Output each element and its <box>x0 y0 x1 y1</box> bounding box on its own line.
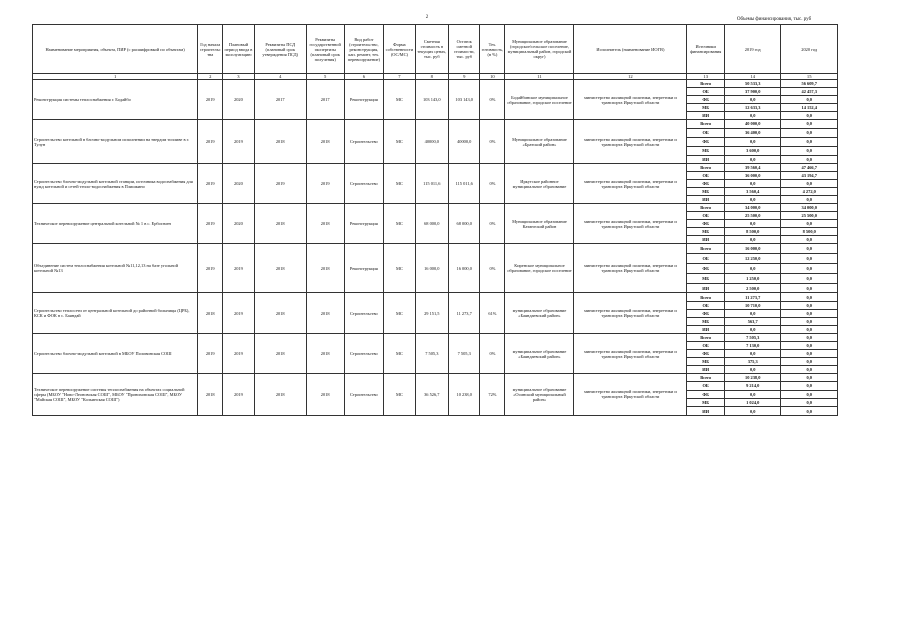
financing-source: ОБ <box>687 342 725 350</box>
amount-2019: 7 130,0 <box>725 342 781 350</box>
financing-source: МБ <box>687 358 725 366</box>
psd-date: 2018 <box>254 120 306 164</box>
amount-2020: 0,0 <box>781 264 838 274</box>
amount-2019: 563,7 <box>725 318 781 326</box>
column-number: 4 <box>254 74 306 80</box>
financing-source: ФБ <box>687 390 725 398</box>
commission-year: 2020 <box>223 80 254 120</box>
amount-2020: 0,0 <box>781 326 838 334</box>
project-row <box>33 164 838 172</box>
amount-2020: 0,0 <box>781 96 838 104</box>
financing-source: Всего <box>687 120 725 129</box>
amount-2019: 0,0 <box>725 350 781 358</box>
amount-2020: 4 272,0 <box>781 188 838 196</box>
financing-source: МБ <box>687 146 725 155</box>
executor: министерство жилищной политики, энергетики и транспорта Иркутской области <box>574 334 687 373</box>
financing-source: ИИ <box>687 236 725 244</box>
financing-source: ОБ <box>687 172 725 180</box>
amount-2020: 0,0 <box>781 301 838 309</box>
remaining-cost: 7 505,3 <box>449 334 480 373</box>
amount-2020: 14 152,4 <box>781 104 838 112</box>
ownership-form: МС <box>384 334 415 373</box>
executor: министерство жилищной политики, энергетики и транспорта Иркутской области <box>574 80 687 120</box>
amount-2019: 9 214,0 <box>725 382 781 390</box>
psd-date: 2018 <box>254 334 306 373</box>
municipality: Иркутское районное муниципальное образование <box>505 164 574 204</box>
financing-source: ИИ <box>687 155 725 164</box>
financing-source: ФБ <box>687 137 725 146</box>
ownership-form: МС <box>384 373 415 415</box>
amount-2019: 10 238,0 <box>725 373 781 381</box>
amount-2019: 12 633,3 <box>725 104 781 112</box>
column-number: 1 <box>33 74 198 80</box>
commission-year: 2019 <box>223 293 254 334</box>
estimated-cost: 16 000,0 <box>415 244 448 293</box>
commission-year: 2019 <box>223 120 254 164</box>
financing-source: ИИ <box>687 196 725 204</box>
amount-2019: 10 710,0 <box>725 301 781 309</box>
psd-date: 2018 <box>254 373 306 415</box>
amount-2019: 1 024,0 <box>725 399 781 407</box>
readiness-percent: 0% <box>480 204 505 244</box>
amount-2020: 0,0 <box>781 407 838 415</box>
amount-2020: 25 500,0 <box>781 212 838 220</box>
municipality: Муниципальное образование «Братский район» <box>505 120 574 164</box>
project-row <box>33 334 838 342</box>
amount-2020: 0,0 <box>781 273 838 283</box>
psd-date: 2018 <box>254 244 306 293</box>
amount-2020: 0,0 <box>781 390 838 398</box>
amount-2020: 0,0 <box>781 350 838 358</box>
commission-year: 2019 <box>223 373 254 415</box>
amount-2020: 0,0 <box>781 196 838 204</box>
financing-source: ИИ <box>687 283 725 293</box>
amount-2020: 0,0 <box>781 180 838 188</box>
amount-2020: 0,0 <box>781 146 838 155</box>
amount-2019: 50 533,3 <box>725 80 781 88</box>
amount-2020: 0,0 <box>781 293 838 301</box>
executor: министерство жилищной политики, энергетики и транспорта Иркутской области <box>574 204 687 244</box>
psd-date: 2017 <box>254 80 306 120</box>
financing-volume-label: Объемы финансирования, тыс. руб <box>736 17 812 22</box>
amount-2019: 3 560,4 <box>725 188 781 196</box>
commission-year: 2019 <box>223 244 254 293</box>
work-type: Строительство <box>344 120 384 164</box>
amount-2019: 0,0 <box>725 407 781 415</box>
amount-2020: 0,0 <box>781 155 838 164</box>
amount-2019: 0,0 <box>725 96 781 104</box>
financing-source: МБ <box>687 399 725 407</box>
amount-2019: 16 000,0 <box>725 244 781 254</box>
municipality: Бодайбинское муниципальное образование, городское поселение <box>505 80 574 120</box>
financing-source: ФБ <box>687 180 725 188</box>
ownership-form: МС <box>384 80 415 120</box>
header-cell: Муниципальное образование (городское/сельское поселение, муниципальный район, городской округ) <box>505 25 574 74</box>
amount-2020: 0,0 <box>781 220 838 228</box>
work-type: Реконструкция <box>344 204 384 244</box>
expertise-date: 2019 <box>306 164 344 204</box>
project-row <box>33 204 838 212</box>
header-cell: Реквизиты ПСД (плановый срок утверждения ПСД) <box>254 25 306 74</box>
amount-2020: 42 457,3 <box>781 88 838 96</box>
ownership-form: МС <box>384 204 415 244</box>
work-type: Строительство <box>344 293 384 334</box>
financing-source: ИИ <box>687 326 725 334</box>
readiness-percent: 0% <box>480 334 505 373</box>
amount-2020: 43 194,7 <box>781 172 838 180</box>
estimated-cost: 7 505,3 <box>415 334 448 373</box>
header-cell: Остаток сметной стоимости, тыс. руб <box>449 25 480 74</box>
estimated-cost: 115 011,6 <box>415 164 448 204</box>
project-name: Техническое перевооружение системы теплоснабжения на объектах социальной сферы (МБОУ "Ново-Леоновская СОШ", МБОУ "Прониховская СОШ", МБОУ "Майская СОШ", МБОУ "Кольинская СОШ") <box>33 373 198 415</box>
financing-source: ФБ <box>687 220 725 228</box>
amount-2020: 0,0 <box>781 399 838 407</box>
financing-source: ОБ <box>687 382 725 390</box>
table-body <box>33 74 838 416</box>
amount-2020: 0,0 <box>781 382 838 390</box>
financing-source: ОБ <box>687 254 725 264</box>
remaining-cost: 68 000,0 <box>449 204 480 244</box>
amount-2020: 0,0 <box>781 373 838 381</box>
amount-2019: 0,0 <box>725 196 781 204</box>
commission-year: 2020 <box>223 164 254 204</box>
financing-source: ФБ <box>687 264 725 274</box>
start-year: 2019 <box>198 334 223 373</box>
project-row <box>33 244 838 254</box>
estimated-cost: 103 143,0 <box>415 80 448 120</box>
amount-2019: 0,0 <box>725 112 781 120</box>
ownership-form: МС <box>384 293 415 334</box>
readiness-percent: 72% <box>480 373 505 415</box>
column-number: 13 <box>687 74 725 80</box>
work-type: Реконструкция <box>344 80 384 120</box>
financing-source: Всего <box>687 334 725 342</box>
readiness-percent: 0% <box>480 120 505 164</box>
amount-2019: 36 400,0 <box>725 128 781 137</box>
header-cell: Плановый период ввода в эксплуатацию <box>223 25 254 74</box>
amount-2019: 36 000,0 <box>725 172 781 180</box>
work-type: Строительство <box>344 164 384 204</box>
header-cell: 2020 год <box>781 25 838 74</box>
amount-2019: 2 500,0 <box>725 283 781 293</box>
psd-date: 2018 <box>254 204 306 244</box>
expertise-date: 2018 <box>306 244 344 293</box>
financing-source: Всего <box>687 244 725 254</box>
project-name: Объединение систем теплоснабжения котельной №11,12,13 на базе угольной котельной №13 <box>33 244 198 293</box>
header-cell: 2019 год <box>725 25 781 74</box>
financing-source: МБ <box>687 228 725 236</box>
work-type: Строительство <box>344 373 384 415</box>
financing-source: ИИ <box>687 365 725 373</box>
expertise-date: 2017 <box>306 80 344 120</box>
amount-2019: 0,0 <box>725 155 781 164</box>
amount-2019: 0,0 <box>725 264 781 274</box>
column-number: 11 <box>505 74 574 80</box>
column-number: 3 <box>223 74 254 80</box>
financing-source: Всего <box>687 373 725 381</box>
amount-2019: 0,0 <box>725 236 781 244</box>
amount-2019: 0,0 <box>725 137 781 146</box>
work-type: Строительство <box>344 334 384 373</box>
psd-date: 2018 <box>254 293 306 334</box>
column-number: 6 <box>344 74 384 80</box>
amount-2020: 0,0 <box>781 309 838 317</box>
financing-source: МБ <box>687 318 725 326</box>
expertise-date: 2018 <box>306 120 344 164</box>
amount-2020: 34 000,0 <box>781 204 838 212</box>
header-cell: Тех. готовность, (в %) <box>480 25 505 74</box>
municipality: Муниципальное образование Катангский район <box>505 204 574 244</box>
project-name: Строительство котельной в блочно-модульном исполнении на твердом топливе в г. Тулун <box>33 120 198 164</box>
financing-source: Всего <box>687 204 725 212</box>
amount-2019: 0,0 <box>725 390 781 398</box>
amount-2019: 25 500,0 <box>725 212 781 220</box>
start-year: 2019 <box>198 80 223 120</box>
expertise-date: 2018 <box>306 373 344 415</box>
header-cell: Форма собственности (ОС/МС) <box>384 25 415 74</box>
column-number: 10 <box>480 74 505 80</box>
municipality: муниципальное образование «Осинский муниципальный район» <box>505 373 574 415</box>
header-cell: Наименование мероприятия, объекта, ПИР (с расшифровкой по объектам) <box>33 25 198 74</box>
remaining-cost: 16 000,0 <box>449 244 480 293</box>
estimated-cost: 29 151,5 <box>415 293 448 334</box>
executor: министерство жилищной политики, энергетики и транспорта Иркутской области <box>574 293 687 334</box>
amount-2019: 375,3 <box>725 358 781 366</box>
amount-2019: 37 900,0 <box>725 88 781 96</box>
work-type: Реконструкция <box>344 244 384 293</box>
amount-2020: 0,0 <box>781 334 838 342</box>
readiness-percent: 0% <box>480 164 505 204</box>
amount-2020: 0,0 <box>781 254 838 264</box>
expertise-date: 2018 <box>306 293 344 334</box>
ownership-form: МС <box>384 244 415 293</box>
amount-2019: 34 000,0 <box>725 204 781 212</box>
header-cell: Вид работ (строительство, реконструкция, кап. ремонт, тех. перевооружение) <box>344 25 384 74</box>
project-name: Реконструкция системы теплоснабжения г. Бодайбо <box>33 80 198 120</box>
commission-year: 2019 <box>223 334 254 373</box>
remaining-cost: 40000,0 <box>449 120 480 164</box>
financing-source: Всего <box>687 293 725 301</box>
executor: министерство жилищной политики, энергетики и транспорта Иркутской области <box>574 120 687 164</box>
readiness-percent: 0% <box>480 80 505 120</box>
start-year: 2019 <box>198 164 223 204</box>
header-row <box>33 25 838 74</box>
amount-2019: 11 273,7 <box>725 293 781 301</box>
estimated-cost: 36 526,7 <box>415 373 448 415</box>
amount-2020: 0,0 <box>781 244 838 254</box>
amount-2019: 3 600,0 <box>725 146 781 155</box>
project-name: Строительство блочно-модульной котельной в МБОУ Половинская СОШ <box>33 334 198 373</box>
column-number: 8 <box>415 74 448 80</box>
column-number: 9 <box>449 74 480 80</box>
readiness-percent: 0% <box>480 244 505 293</box>
estimated-cost: 40000,0 <box>415 120 448 164</box>
financing-source: ФБ <box>687 309 725 317</box>
executor: министерство жилищной политики, энергетики и транспорта Иркутской области <box>574 244 687 293</box>
amount-2019: 0,0 <box>725 309 781 317</box>
expertise-date: 2018 <box>306 204 344 244</box>
amount-2019: 12 250,0 <box>725 254 781 264</box>
amount-2020: 0,0 <box>781 283 838 293</box>
financing-source: ИИ <box>687 112 725 120</box>
remaining-cost: 103 143,0 <box>449 80 480 120</box>
municipality: муниципальное образование «Баяндаевский район» <box>505 334 574 373</box>
financing-source: МБ <box>687 273 725 283</box>
amount-2019: 0,0 <box>725 326 781 334</box>
amount-2019: 7 505,3 <box>725 334 781 342</box>
estimated-cost: 68 000,0 <box>415 204 448 244</box>
amount-2020: 0,0 <box>781 365 838 373</box>
header-cell: Сметная стоимость в текущих ценах, тыс. руб <box>415 25 448 74</box>
financing-source: ФБ <box>687 350 725 358</box>
municipality: Киренское муниципальное образование, городское поселение <box>505 244 574 293</box>
executor: министерство жилищной политики, энергетики и транспорта Иркутской области <box>574 373 687 415</box>
amount-2020: 0,0 <box>781 318 838 326</box>
project-name: Строительство теплосети от центральной котельной до районной больницы (ЦРБ), КСК и ФОК в с. Баяндай <box>33 293 198 334</box>
financing-source: Всего <box>687 80 725 88</box>
remaining-cost: 10 238,0 <box>449 373 480 415</box>
column-number: 5 <box>306 74 344 80</box>
amount-2020: 0,0 <box>781 112 838 120</box>
amount-2020: 0,0 <box>781 137 838 146</box>
remaining-cost: 11 273,7 <box>449 293 480 334</box>
financing-source: МБ <box>687 104 725 112</box>
financing-source: ОБ <box>687 88 725 96</box>
project-row <box>33 293 838 301</box>
executor: министерство жилищной политики, энергетики и транспорта Иркутской области <box>574 164 687 204</box>
financing-source: МБ <box>687 188 725 196</box>
header-cell: Источники финансирования <box>687 25 725 74</box>
column-number: 2 <box>198 74 223 80</box>
column-number: 7 <box>384 74 415 80</box>
readiness-percent: 61% <box>480 293 505 334</box>
amount-2019: 40 000,0 <box>725 120 781 129</box>
start-year: 2018 <box>198 293 223 334</box>
header-cell: Исполнитель (наименование ИОГВ) <box>574 25 687 74</box>
financing-source: ОБ <box>687 128 725 137</box>
amount-2020: 0,0 <box>781 128 838 137</box>
amount-2020: 0,0 <box>781 120 838 129</box>
amount-2020: 0,0 <box>781 236 838 244</box>
financing-source: ИИ <box>687 407 725 415</box>
amount-2019: 39 560,4 <box>725 164 781 172</box>
page-number: 2 <box>425 15 429 20</box>
project-row <box>33 80 838 88</box>
remaining-cost: 115 011,6 <box>449 164 480 204</box>
project-row <box>33 373 838 381</box>
project-name: Техническое перевооружение центральной котельной № 1 в с. Ербогачен <box>33 204 198 244</box>
amount-2019: 0,0 <box>725 180 781 188</box>
municipality: муниципальное образование «Баяндаевский район» <box>505 293 574 334</box>
column-number: 14 <box>725 74 781 80</box>
column-number: 12 <box>574 74 687 80</box>
amount-2020: 47 466,7 <box>781 164 838 172</box>
financing-source: ОБ <box>687 301 725 309</box>
amount-2019: 1 250,0 <box>725 273 781 283</box>
amount-2020: 56 609,7 <box>781 80 838 88</box>
financing-source: ФБ <box>687 96 725 104</box>
expertise-date: 2018 <box>306 334 344 373</box>
projects-table <box>32 24 838 416</box>
ownership-form: МС <box>384 120 415 164</box>
financing-source: Всего <box>687 164 725 172</box>
start-year: 2019 <box>198 120 223 164</box>
start-year: 2019 <box>198 244 223 293</box>
project-row <box>33 120 838 129</box>
amount-2020: 8 500,0 <box>781 228 838 236</box>
amount-2019: 8 500,0 <box>725 228 781 236</box>
header-cell: Реквизиты государственной экспертизы (плановый срок получения) <box>306 25 344 74</box>
column-number: 15 <box>781 74 838 80</box>
amount-2020: 0,0 <box>781 342 838 350</box>
commission-year: 2020 <box>223 204 254 244</box>
ownership-form: МС <box>384 164 415 204</box>
financing-source: ОБ <box>687 212 725 220</box>
amount-2020: 0,0 <box>781 358 838 366</box>
start-year: 2018 <box>198 373 223 415</box>
psd-date: 2019 <box>254 164 306 204</box>
amount-2019: 0,0 <box>725 365 781 373</box>
start-year: 2019 <box>198 204 223 244</box>
project-name: Строительство блочно-модульной котельной станции, источника водоснабжения для нужд котельной и сетей тепло-водоснабжения в Плишкино <box>33 164 198 204</box>
amount-2019: 0,0 <box>725 220 781 228</box>
header-cell: Год начала строительства <box>198 25 223 74</box>
